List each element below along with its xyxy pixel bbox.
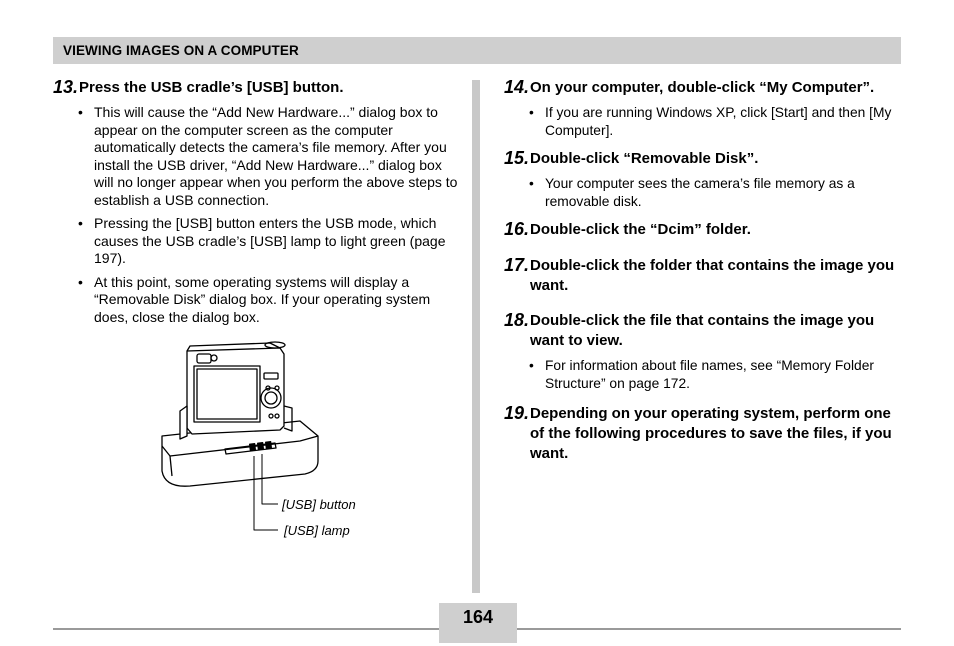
right-column — [504, 78, 904, 464]
bullet-text: Your computer sees the camera’s file memory as a removable disk. — [545, 176, 855, 209]
step-number: 13. — [53, 77, 79, 97]
camera-on-cradle-drawing — [150, 336, 390, 551]
step-number: 15. — [504, 148, 530, 168]
step-14 — [504, 78, 904, 139]
bullet-text: At this point, some operating systems will display a “Removable Disk” dialog box. If your operating system does, close the dialog box. — [94, 273, 431, 325]
bullet-list — [504, 357, 904, 392]
page-number: 164 — [462, 607, 494, 627]
column-divider — [472, 80, 480, 593]
step-title: On your computer, double-click “My Computer”. — [530, 79, 875, 96]
step-17 — [504, 256, 904, 296]
step-13 — [53, 78, 458, 326]
step-title: Double-click the folder that contains the image you want. — [530, 257, 895, 294]
bullet-item: • This will cause the “Add New Hardware...” dialog box to appear on the computer screen as the computer automatically detects the camera’s file memory. After you install the USB driver, “Add New Hardware...” dialog box will no longer appear when you perform the above steps to establish a USB connection. — [78, 104, 458, 208]
step-15 — [504, 149, 904, 210]
step-number: 17. — [504, 255, 530, 275]
bullet-item: • For information about file names, see “Memory Folder Structure” on page 172. — [529, 358, 874, 391]
step-title: Press the USB cradle’s [USB] button. — [79, 79, 344, 96]
bullet-item: • Pressing the [USB] button enters the USB mode, which causes the USB cradle’s [USB] lamp to light green (page 197). — [78, 215, 446, 266]
left-column — [53, 78, 458, 332]
step-number: 14. — [504, 77, 530, 97]
step-number: 19. — [504, 403, 530, 423]
bullet-text: Pressing the [USB] button enters the USB mode, which causes the USB cradle’s [USB] lamp to light green (page 197). — [94, 215, 446, 266]
step-title: Double-click “Removable Disk”. — [530, 150, 759, 167]
bullet-text: If you are running Windows XP, click [Start] and then [My Computer]. — [545, 105, 892, 138]
bullet-text: For information about file names, see “Memory Folder Structure” on page 172. — [545, 358, 874, 391]
usb-button-callout: [USB] button — [282, 497, 356, 512]
step-18 — [504, 311, 904, 392]
bullet-item: • At this point, some operating systems will display a “Removable Disk” dialog box. If your operating system does, close the dialog box. — [78, 273, 431, 325]
bullet-list — [504, 175, 904, 210]
bullet-text: This will cause the “Add New Hardware...” dialog box to appear on the computer screen as the computer automatically detects the camera’s file memory. After you install the USB driver, “Add New Hardware...” dialog box will no longer appear when you perform the above steps to establish a USB connection. — [94, 104, 458, 208]
step-title: Double-click the “Dcim” folder. — [530, 221, 751, 238]
page-number-box — [439, 603, 517, 643]
usb-lamp-callout: [USB] lamp — [284, 523, 350, 538]
section-header-bar — [53, 37, 901, 64]
step-title: Double-click the file that contains the image you want to view. — [530, 312, 875, 349]
bullet-item: • If you are running Windows XP, click [Start] and then [My Computer]. — [529, 105, 892, 138]
step-title: Depending on your operating system, perform one of the following procedures to save the files, if you want. — [530, 405, 892, 462]
bullet-list — [504, 104, 904, 139]
step-number: 16. — [504, 219, 530, 239]
step-19 — [504, 404, 904, 464]
bullet-list — [53, 104, 458, 326]
step-number: 18. — [504, 310, 530, 330]
section-title: VIEWING IMAGES ON A COMPUTER — [63, 43, 299, 58]
bullet-item: • Your computer sees the camera’s file memory as a removable disk. — [529, 176, 855, 209]
step-16 — [504, 220, 904, 240]
camera-cradle-illustration — [150, 336, 390, 551]
